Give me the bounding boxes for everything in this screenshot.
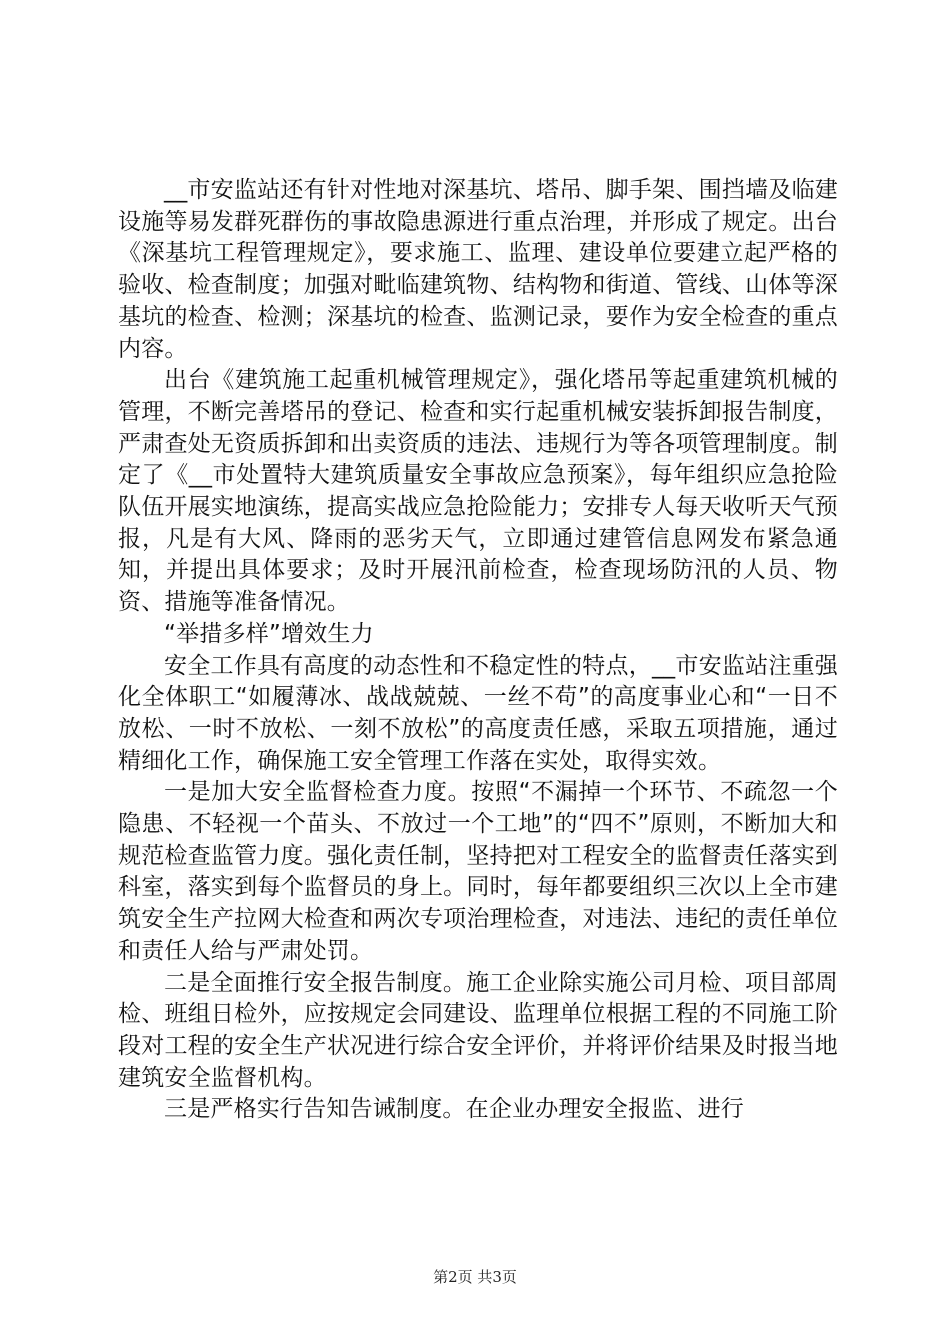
paragraph-measure-one: 一是加大安全监督检查力度。按照“不漏掉一个环节、不疏忽一个隐患、不轻视一个苗头、不放过一个工地”的“四不”原则，不断加大和规范检查监管力度。强化责任制，坚持把对工程安全的监督责任落实到科室，落实到每个监督员的身上。同时，每年都要组织三次以上全市建筑安全生产拉网大检查和两次专项治理检查，对违法、违纪的责任单位和责任人给与严肃处罚。 (118, 779, 838, 964)
paragraph-safety-dynamics: 安全工作具有高度的动态性和不稳定性的特点，__市安监站注重强化全体职工“如履薄冰、战战兢兢、一丝不苟”的高度事业心和“一日不放松、一时不放松、一刻不放松”的高度责任感，采取五项措施，通过精细化工作，确保施工安全管理工作落在实处，取得实效。 (118, 652, 838, 774)
page-number-footer: 第2页 共3页 (433, 1268, 517, 1286)
paragraph-measure-two: 二是全面推行安全报告制度。施工企业除实施公司月检、项目部周检、班组日检外，应按规定会同建设、监理单位根据工程的不同施工阶段对工程的安全生产状况进行综合安全评价，并将评价结果及时报当地建筑安全监督机构。 (118, 969, 838, 1091)
paragraph-crane-regulation: 出台《建筑施工起重机械管理规定》，强化塔吊等起重建筑机械的管理，不断完善塔吊的登记、检查和实行起重机械安装拆卸报告制度，严肃查处无资质拆卸和出卖资质的违法、违规行为等各项管理制度。制定了《__市处置特大建筑质量安全事故应急预案》，每年组织应急抢险队伍开展实地演练，提高实战应急抢险能力；安排专人每天收听天气预报，凡是有大风、降雨的恶劣天气，立即通过建管信息网发布紧急通知，并提出具体要求；及时开展汛前检查，检查现场防汛的人员、物资、措施等准备情况。 (118, 367, 838, 616)
paragraph-hazard-governance: __市安监站还有针对性地对深基坑、塔吊、脚手架、围挡墙及临建设施等易发群死群伤的事故隐患源进行重点治理，并形成了规定。出台《深基坑工程管理规定》，要求施工、监理、建设单位要建立起严格的验收、检查制度；加强对毗临建筑物、结构物和街道、管线、山体等深基坑的检查、检测；深基坑的检查、监测记录，要作为安全检查的重点内容。 (118, 177, 838, 362)
section-heading: “举措多样”增效生力 (164, 620, 374, 647)
paragraph-measure-three: 三是严格实行告知告诫制度。在企业办理安全报监、进行 (164, 1096, 744, 1123)
document-body (118, 175, 838, 1126)
